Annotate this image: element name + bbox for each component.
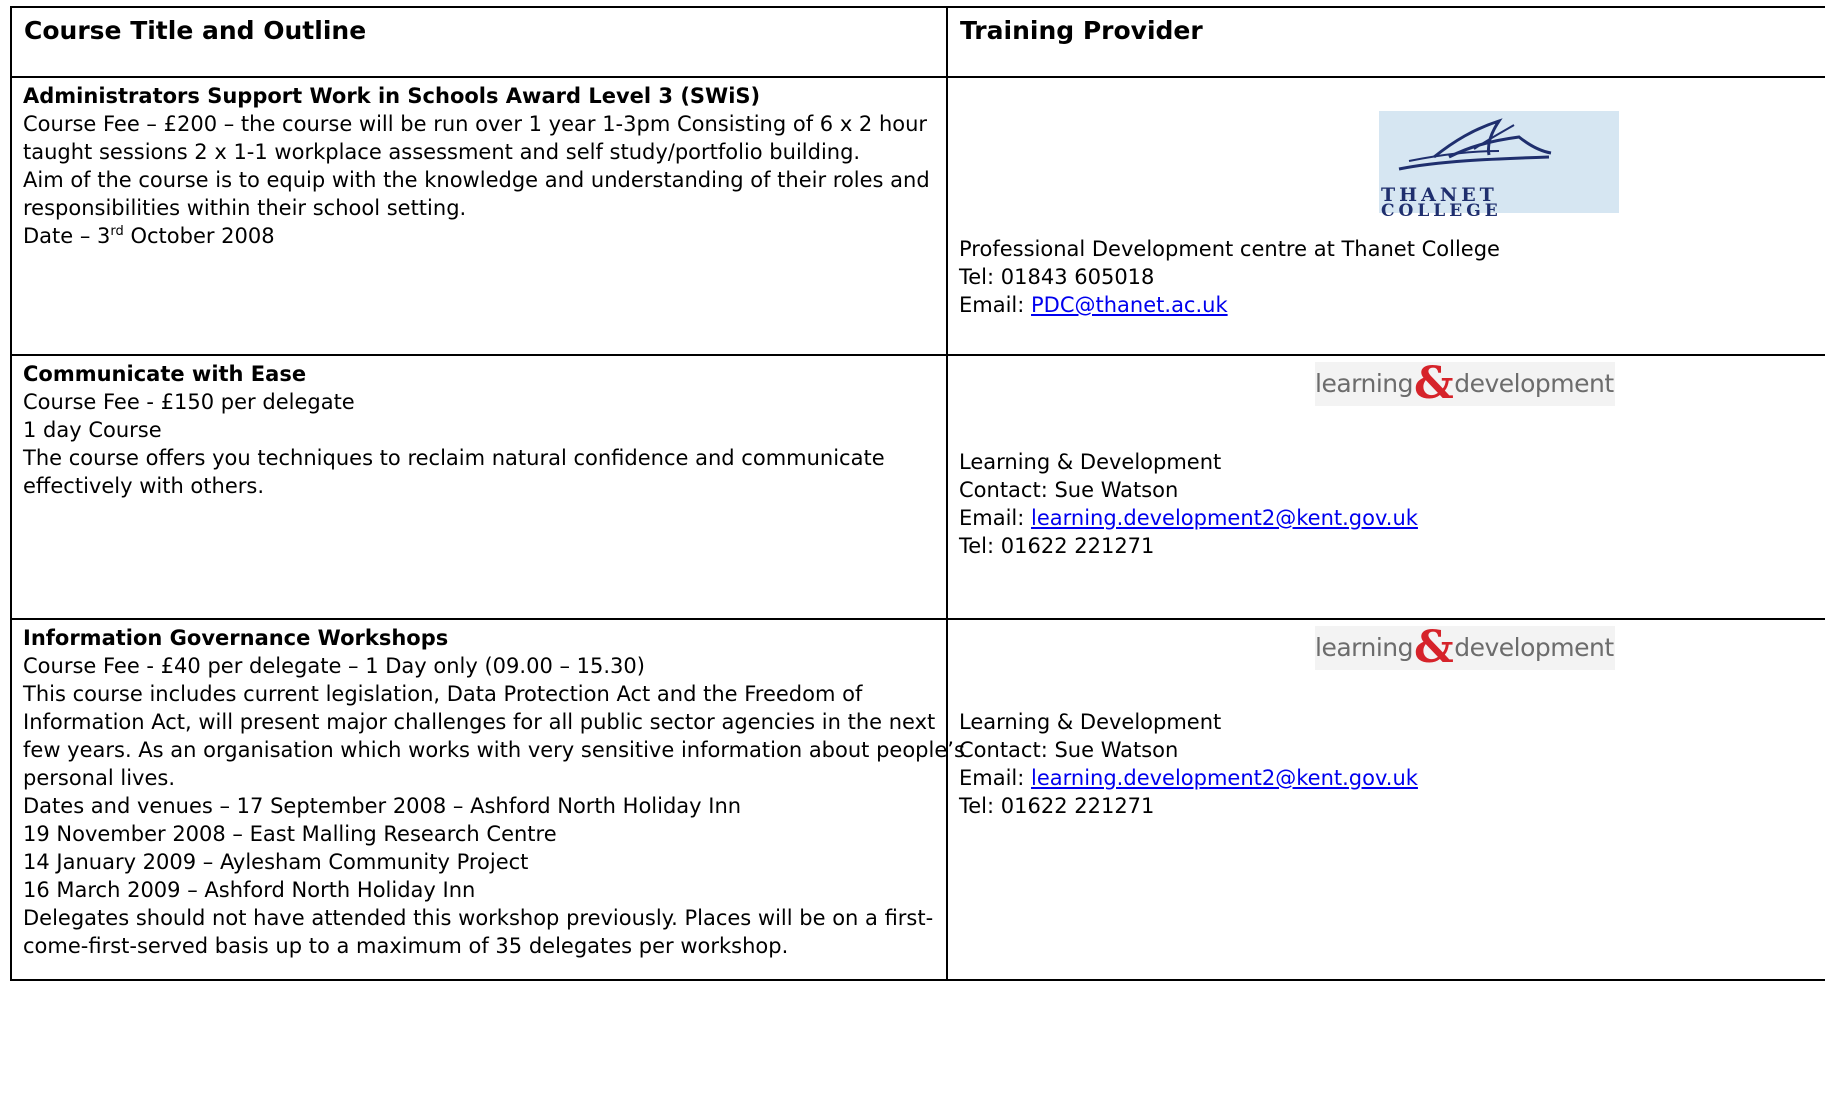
provider-email-line: Email: PDC@thanet.ac.uk xyxy=(959,293,1228,317)
course-line: Course Fee – £200 – the course will be run over 1 year 1-3pm Consisting of 6 x 2 hour xyxy=(23,112,928,136)
provider-email-line: Email: learning.development2@kent.gov.uk xyxy=(959,766,1418,790)
course-cell xyxy=(11,77,947,355)
header-cell-provider xyxy=(947,7,1825,77)
table-row xyxy=(11,77,1825,355)
course-line: 14 January 2009 – Aylesham Community Project xyxy=(23,850,529,874)
table-header-row xyxy=(11,7,1825,77)
logo-text-thanet: THANET xyxy=(1381,184,1498,206)
provider-tel: Tel: 01843 605018 xyxy=(959,265,1155,289)
provider-name: Professional Development centre at Thanet College xyxy=(959,237,1500,261)
course-line: 16 March 2009 – Ashford North Holiday Inn xyxy=(23,878,476,902)
course-title: Information Governance Workshops xyxy=(23,626,449,650)
provider-contact-person: Contact: Sue Watson xyxy=(959,478,1179,502)
provider-cell xyxy=(947,77,1825,355)
email-link[interactable]: learning.development2@kent.gov.uk xyxy=(1031,766,1418,790)
course-line: Information Act, will present major challenges for all public sector agencies in the next xyxy=(23,710,936,734)
courses-table xyxy=(10,6,1825,981)
course-line: This course includes current legislation, Data Protection Act and the Freedom of xyxy=(23,682,863,706)
course-line: responsibilities within their school setting. xyxy=(23,196,467,220)
course-line: The course offers you techniques to reclaim natural confidence and communicate xyxy=(23,446,885,470)
provider-contact xyxy=(959,235,1500,319)
course-line: Dates and venues – 17 September 2008 – Ashford North Holiday Inn xyxy=(23,794,742,818)
thanet-college-logo xyxy=(1379,111,1619,221)
course-line: taught sessions 2 x 1-1 workplace assessment and self study/portfolio building. xyxy=(23,140,861,164)
header-training-provider: Training Provider xyxy=(960,16,1203,45)
bird-icon xyxy=(1379,111,1619,181)
email-link[interactable]: learning.development2@kent.gov.uk xyxy=(1031,506,1418,530)
course-cell xyxy=(11,355,947,619)
provider-tel: Tel: 01622 221271 xyxy=(959,794,1155,818)
course-line: Course Fee - £150 per delegate xyxy=(23,390,355,414)
table-row xyxy=(11,355,1825,619)
learning-development-logo: learning & development xyxy=(1315,358,1614,409)
course-line: few years. As an organisation which works with very sensitive information about people’s xyxy=(23,738,965,762)
provider-contact xyxy=(959,448,1418,560)
provider-cell xyxy=(947,355,1825,619)
course-date: Date – 3rd October 2008 xyxy=(23,224,275,248)
course-line: effectively with others. xyxy=(23,474,264,498)
header-cell-course xyxy=(11,7,947,77)
course-title: Communicate with Ease xyxy=(23,362,307,386)
provider-name: Learning & Development xyxy=(959,450,1222,474)
provider-tel: Tel: 01622 221271 xyxy=(959,534,1155,558)
course-line: Aim of the course is to equip with the knowledge and understanding of their roles and xyxy=(23,168,930,192)
ampersand-mark: & xyxy=(1414,358,1454,409)
logo-text-college: COLLEGE xyxy=(1381,201,1502,221)
course-line: 19 November 2008 – East Malling Research Centre xyxy=(23,822,557,846)
learning-development-logo: learning & development xyxy=(1315,622,1614,673)
course-line: Course Fee - £40 per delegate – 1 Day only (09.00 – 15.30) xyxy=(23,654,645,678)
course-line: 1 day Course xyxy=(23,418,162,442)
ampersand-mark: & xyxy=(1414,622,1454,673)
header-course-title: Course Title and Outline xyxy=(24,16,367,45)
provider-contact-person: Contact: Sue Watson xyxy=(959,738,1179,762)
provider-cell xyxy=(947,619,1825,980)
provider-contact xyxy=(959,708,1418,820)
course-line: personal lives. xyxy=(23,766,175,790)
course-line: Delegates should not have attended this workshop previously. Places will be on a first- xyxy=(23,906,934,930)
course-cell xyxy=(11,619,965,980)
provider-email-line: Email: learning.development2@kent.gov.uk xyxy=(959,506,1418,530)
table-row xyxy=(11,619,1825,980)
course-title: Administrators Support Work in Schools Award Level 3 (SWiS) xyxy=(23,84,761,108)
course-line: come-first-served basis up to a maximum of 35 delegates per workshop. xyxy=(23,934,789,958)
email-link[interactable]: PDC@thanet.ac.uk xyxy=(1031,293,1228,317)
provider-name: Learning & Development xyxy=(959,710,1222,734)
